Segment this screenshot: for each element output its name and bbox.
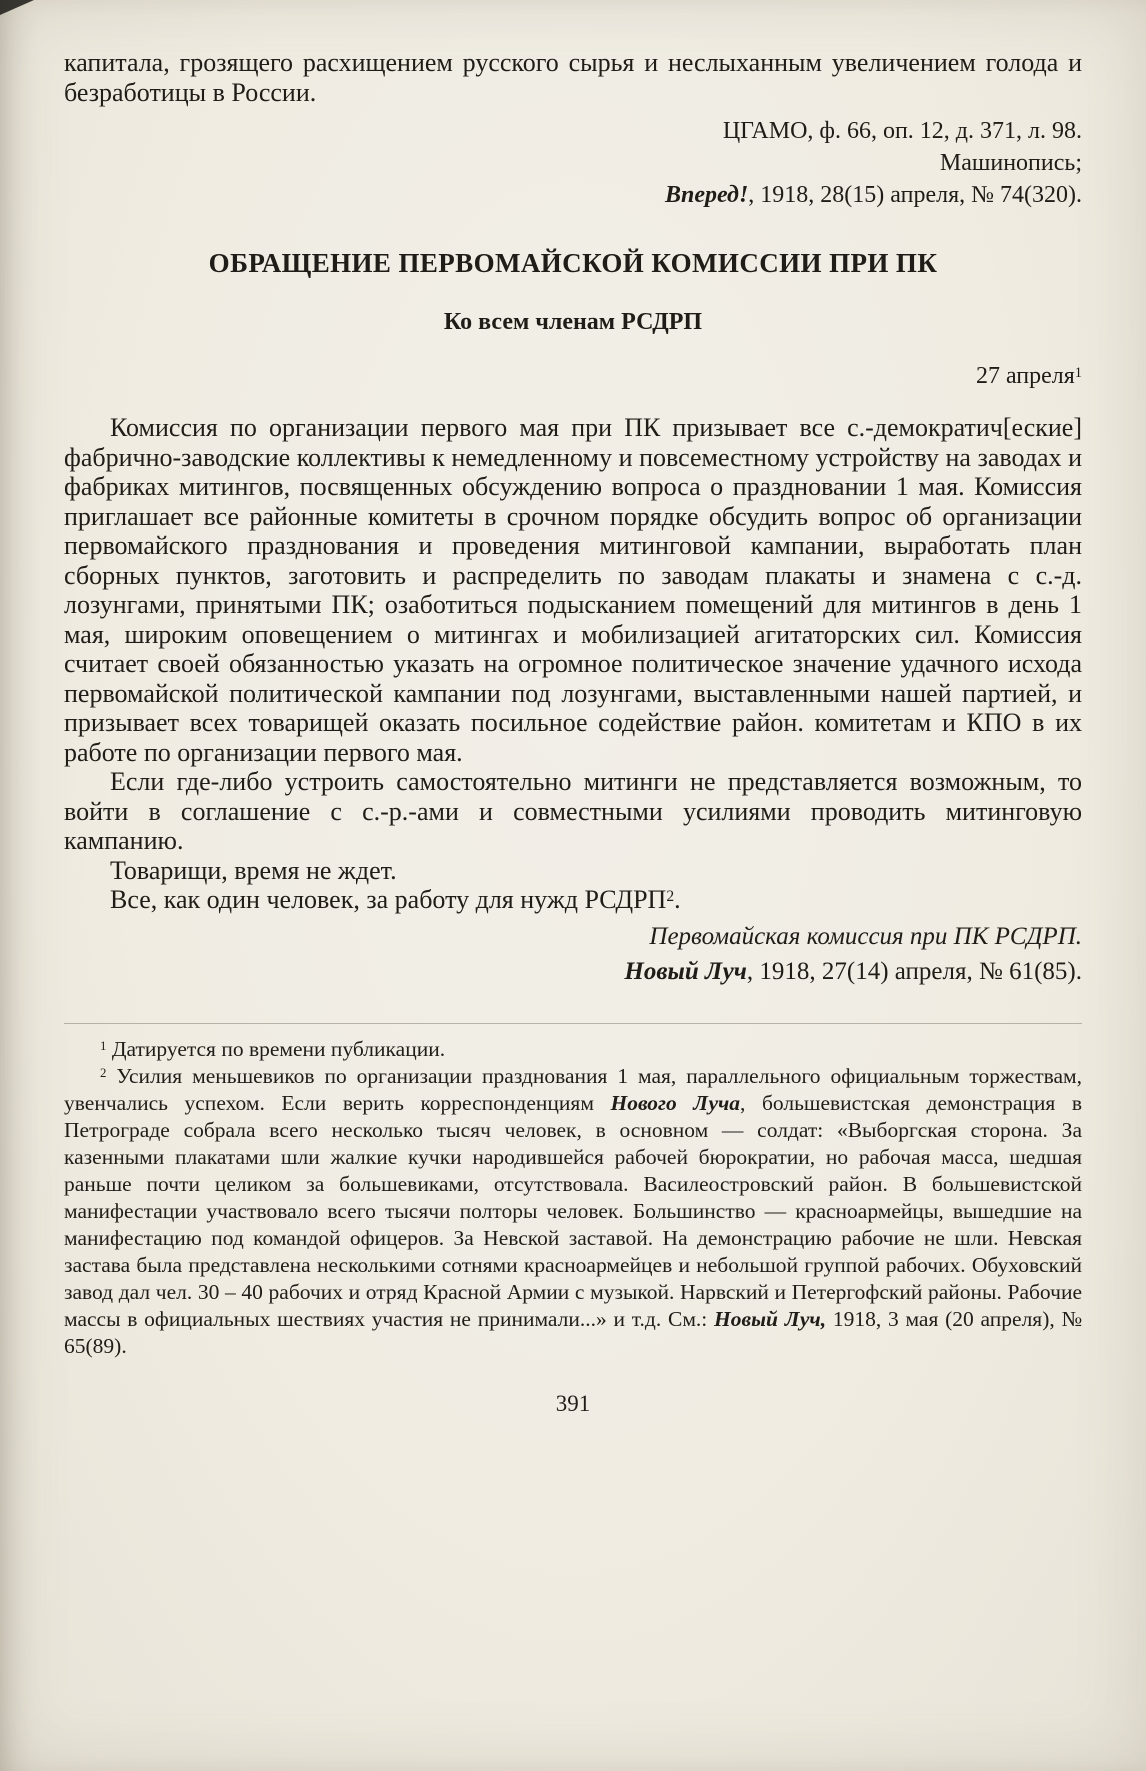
footnote-2 [64,1063,1082,1360]
footnote-2-text-1: Усилия меньшевиков по организации празднования 1 мая, параллельного официальным торжествам, увенчались успехом. Если верить корреспонденциям [64,1063,1082,1115]
previous-document-ending: капитала, грозящего расхищением русского сырья и неслыханным увеличением голода и безработицы в России. [64,48,1082,107]
footnote-2-emphasis-2: Новый Луч, [714,1306,827,1331]
scan-corner-artifact [0,0,34,15]
footnote-2-emphasis-1: Нового Луча [610,1090,741,1115]
footnote-2-text-2: , большевистская демонстрация в Петрограде собрала всего несколько тысяч человек, в основном — солдат: «Выборгская сторона. За казенными плакатами шли жалкие кучки народившейся рабочей бюрократии, но рабочая масса, шедшая раньше почти целиком за большевиками, отсутствовала. Василеостровский район. В большевистской манифестации участвовало всего тысячи полторы человек. Большинство — красноармейцы, вышедшие на манифестацию под командой офицеров. За Невской заставой. На демонстрацию рабочие не шли. Невская застава была представлена несколькими сотнями красноармейцев и небольшой группой рабочих. Обуховский завод дал чел. 30 – 40 рабочих и отряд Красной Армии с музыкой. Нарвский и Петергофский районы. Рабочие массы в официальных шествиях участия не принимали...» и т.д. См.: [64,1090,1082,1331]
footnote-ref-2: 2 [666,887,675,905]
footnote-1 [64,1036,1082,1063]
publication-details: , 1918, 28(15) апреля, № 74(320). [748,182,1082,208]
page-number: 391 [555,1390,591,1416]
document-date: 27 апреля [975,363,1075,389]
source-publication-details: , 1918, 27(14) апреля, № 61(85). [746,957,1082,985]
closing-paragraph [64,885,1082,915]
signature-line: Первомайская комиссия при ПК РСДРП. [649,922,1082,950]
body-paragraph: Товарищи, время не ждет. [110,855,397,885]
footnote-2-ref: 2 [100,1065,107,1080]
document-medium-label: Машинопись; [939,150,1082,176]
body-paragraph: Если где-либо устроить самостоятельно митинги не представляется возможным, то войти в соглашение с с.-р.-ами и совместными усилиями проводить митинговую кампанию. [64,767,1082,855]
document-subtitle: Ко всем членам РСДРП [443,309,703,335]
footnote-1-text: Датируется по времени публикации. [111,1036,446,1061]
document-body [64,413,1082,915]
archive-reference: ЦГАМО, ф. 66, оп. 12, д. 371, л. 98. [722,118,1082,144]
footnote-ref-1: 1 [1074,364,1082,381]
archive-citation-block [64,115,1082,211]
source-line [64,956,1082,987]
footnote-2-text-3: 1918, 3 мая (20 апреля), № 65(89). [64,1306,1082,1358]
closing-period: . [674,885,681,914]
publication-title: Вперед! [664,182,749,208]
body-paragraph: Комиссия по организации первого мая при ПК призывает все с.-демократич[еские] фабрично-заводские коллективы к немедленному и повсеместному устройству на заводах и фабриках митингов, посвященных обсуждению вопроса о праздновании 1 мая. Комиссия приглашает все районные комитеты в срочном порядке обсудить вопрос об организации первомайского празднования и проведения митинговой кампании, выработать план сборных пунктов, заготовить и распределить по заводам плакаты и знамена с с.-д. лозунгами, принятыми ПК; озаботиться подысканием помещений для митингов в день 1 мая, широким оповещением о митингах и мобилизацией агитаторских сил. Комиссия считает своей обязанностью указать на огромное политическое значение удачного исхода первомайской политической кампании под лозунгами, выставленными нашей партией, и призывает всех товарищей оказать посильное содействие район. комитетам и КПО в их работе по организации первого мая. [64,413,1082,767]
source-publication-title: Новый Луч [624,957,747,985]
footnote-1-ref: 1 [100,1038,107,1053]
footnote-divider [64,1023,1082,1024]
document-date-line [64,361,1082,391]
footnotes-section [64,1036,1082,1360]
document-title: ОБРАЩЕНИЕ ПЕРВОМАЙСКОЙ КОМИССИИ ПРИ ПК [208,248,938,278]
closing-text: Все, как один человек, за работу для нужд РСДРП [110,885,667,914]
publication-reference [64,179,1082,211]
